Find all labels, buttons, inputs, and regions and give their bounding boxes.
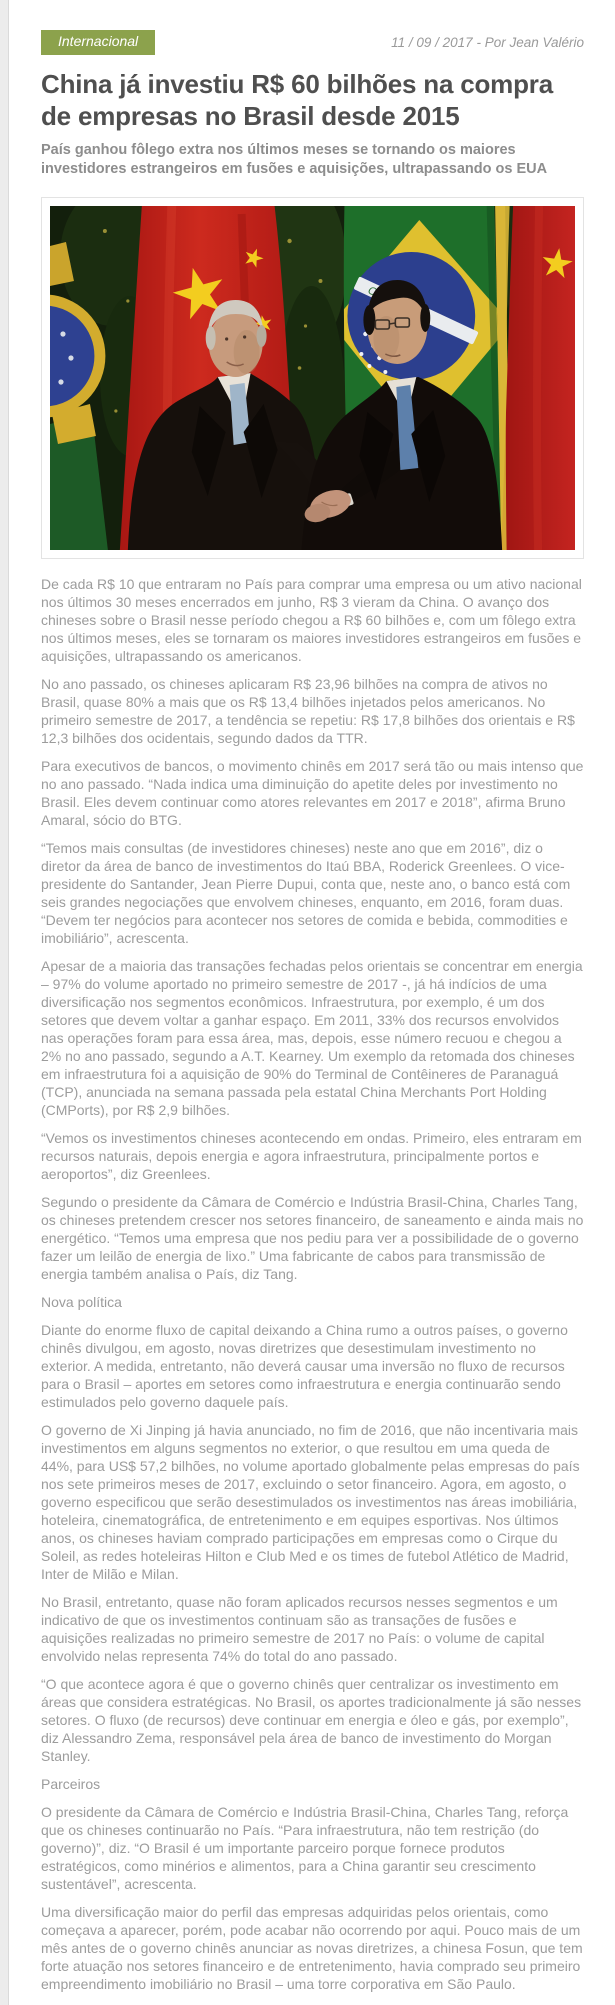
article-paragraph: O presidente da Câmara de Comércio e Indústria Brasil-China, Charles Tang, reforça que os chineses continuarão no País. “Para infraestrutura, não tem restrição (do governo)”, diz. “O Brasil é um importante parceiro porque fornece produtos estratégicos, como minérios e alimentos, para a China garantir seu crescimento sustentável”, acrescenta. bbox=[41, 1803, 569, 1892]
article-paragraph: Segundo o presidente da Câmara de Comércio e Indústria Brasil-China, Charles Tang, os chineses pretendem crescer nos setores financeiro, de saneamento e ainda mais no energético. “Temos uma empresa que nos pediu para ver a possibilidade de o governo fazer um leilão de energia de lixo.” Uma fabricante de cabos para transmissão de energia também analisa o País, diz Tang. bbox=[41, 1193, 584, 1282]
page-gutter bbox=[0, 0, 9, 2005]
date-byline: 11 / 09 / 2017 - Por Jean Valério bbox=[391, 35, 584, 51]
article-paragraph: No ano passado, os chineses aplicaram R$ 23,96 bilhões na compra de ativos no Brasil, quase 80% a mais que os R$ 13,4 bilhões injetados pelos americanos. No primeiro semestre de 2017, a tendência se repetiu: R$ 17,8 bilhões dos orientais e R$ 12,3 bilhões dos ocidentais, segundo dados da TTR. bbox=[41, 675, 575, 746]
article-paragraph: “Vemos os investimentos chineses acontecendo em ondas. Primeiro, eles entraram em recursos naturais, depois energia e agora infraestrutura, principalmente portos e aeroportos”, diz Greenlees. bbox=[41, 1129, 582, 1182]
article-photo bbox=[50, 206, 575, 550]
article-paragraph: Apesar de a maioria das transações fechadas pelos orientais se concentrar em energia – 97% do volume aportado no primeiro semestre de 2017 -, já há indícios de uma diversificação nos segmentos econômicos. Infraestrutura, por exemplo, é um dos setores que devem voltar a ganhar espaço. Em 2011, 33% dos recursos envolvidos nas operações foram para essa área, mas, depois, esse número recuou e chegou a 2% no ano passado, segundo a A.T. Kearney. Um exemplo da retomada dos chineses em infraestrutura foi a aquisição de 90% do Terminal de Contêineres de Paranaguá (TCP), anunciada na semana passada pela estatal China Merchants Port Holding (CMPorts), por R$ 2,9 bilhões. bbox=[41, 957, 583, 1118]
article-paragraph: Uma diversificação maior do perfil das empresas adquiridas pelos orientais, como começava a aparecer, porém, pode acabar não ocorrendo por aqui. Pouco mais de um mês antes de o governo chinês anunciar as novas diretrizes, a chinesa Fosun, que tem forte atuação nos setores financeiro e de entretenimento, havia comprado seu primeiro empreendimento imobiliário no Brasil – uma torre corporativa em São Paulo. bbox=[41, 1903, 583, 1992]
article-subheading: Nova política bbox=[41, 1293, 122, 1310]
article-title: China já investiu R$ 60 bilhões na compra de empresas no Brasil desde 2015 bbox=[41, 69, 553, 132]
article-paragraph: De cada R$ 10 que entraram no País para comprar uma empresa ou um ativo nacional nos últimos 30 meses encerrados em junho, R$ 3 vieram da China. O avanço dos chineses sobre o Brasil nesse período chegou a R$ 60 bilhões e, com um fôlego extra nos últimos meses, eles se tornaram os maiores investidores estrangeiros em fusões e aquisições, ultrapassando os americanos. bbox=[41, 575, 582, 664]
article-paragraph: Para executivos de bancos, o movimento chinês em 2017 será tão ou mais intenso que no ano passado. “Nada indica uma diminuição do apetite deles por investimento no Brasil. Eles devem continuar como atores relevantes em 2017 e 2018”, afirma Bruno Amaral, sócio do BTG. bbox=[41, 757, 584, 828]
article-body bbox=[41, 575, 584, 1993]
category-badge[interactable]: Internacional bbox=[41, 30, 155, 55]
chinese-flag-right bbox=[501, 206, 575, 550]
article-subtitle: País ganhou fôlego extra nos últimos meses se tornando os maiores investidores estrangeiros em fusões e aquisições, ultrapassando os EUA bbox=[41, 141, 548, 177]
article-paragraph: O governo de Xi Jinping já havia anunciado, no fim de 2016, que não incentivaria mais investimentos em alguns segmentos no exterior, o que resultou em uma queda de 44%, para US$ 57,2 bilhões, no volume aportado globalmente pelas empresas do país nos sete primeiros meses de 2017, excluindo o setor financeiro. Agora, em agosto, o governo especificou que serão desestimulados os investimentos nas áreas imobiliária, hoteleira, cinematográfica, de entretenimento e em equipes esportivas. Nos últimos anos, os chineses haviam comprado participações em empresas como o Cirque du Soleil, as redes hoteleiras Hilton e Club Med e os times de futebol Atlético de Madrid, Inter de Milão e Milan. bbox=[41, 1421, 580, 1582]
article-paragraph: No Brasil, entretanto, quase não foram aplicados recursos nesses segmentos e um indicativo de que os investimentos continuam são as transações de fusões e aquisições realizadas no primeiro semestre de 2017 no País: o volume de capital envolvido nelas representa 74% do total do ano passado. bbox=[41, 1593, 558, 1664]
article-paragraph: “O que acontece agora é que o governo chinês quer centralizar os investimento em áreas que considera estratégicas. No Brasil, os aportes tradicionalmente já são nesses setores. O fluxo (de recursos) deve continuar em energia e óleo e gás, por exemplo”, diz Alessandro Zema, responsável pela área de banco de investimento do Morgan Stanley. bbox=[41, 1675, 582, 1764]
article-paragraph: “Temos mais consultas (de investidores chineses) neste ano que em 2016”, diz o diretor da área de banco de investimentos do Itaú BBA, Roderick Greenlees. O vice-presidente do Santander, Jean Pierre Dupui, conta que, neste ano, o banco está com seis grandes negociações que envolvem chineses, enquanto, em 2016, foram duas. “Devem ter negócios para acontecer nos setores de comida e bebida, commodities e imobiliário”, acrescenta. bbox=[41, 839, 571, 946]
article-page bbox=[10, 0, 615, 1993]
article-subheading: Parceiros bbox=[41, 1775, 101, 1792]
article-photo-frame bbox=[41, 197, 584, 559]
article-paragraph: Diante do enorme fluxo de capital deixando a China rumo a outros países, o governo chinês divulgou, em agosto, novas diretrizes que desestimulam investimento no exterior. A medida, entretanto, não deverá causar uma inversão no fluxo de recursos para o Brasil – aportes em setores como infraestrutura e energia continuarão sendo estimulados pelo governo daquele país. bbox=[41, 1321, 568, 1410]
article-topbar bbox=[41, 30, 584, 55]
